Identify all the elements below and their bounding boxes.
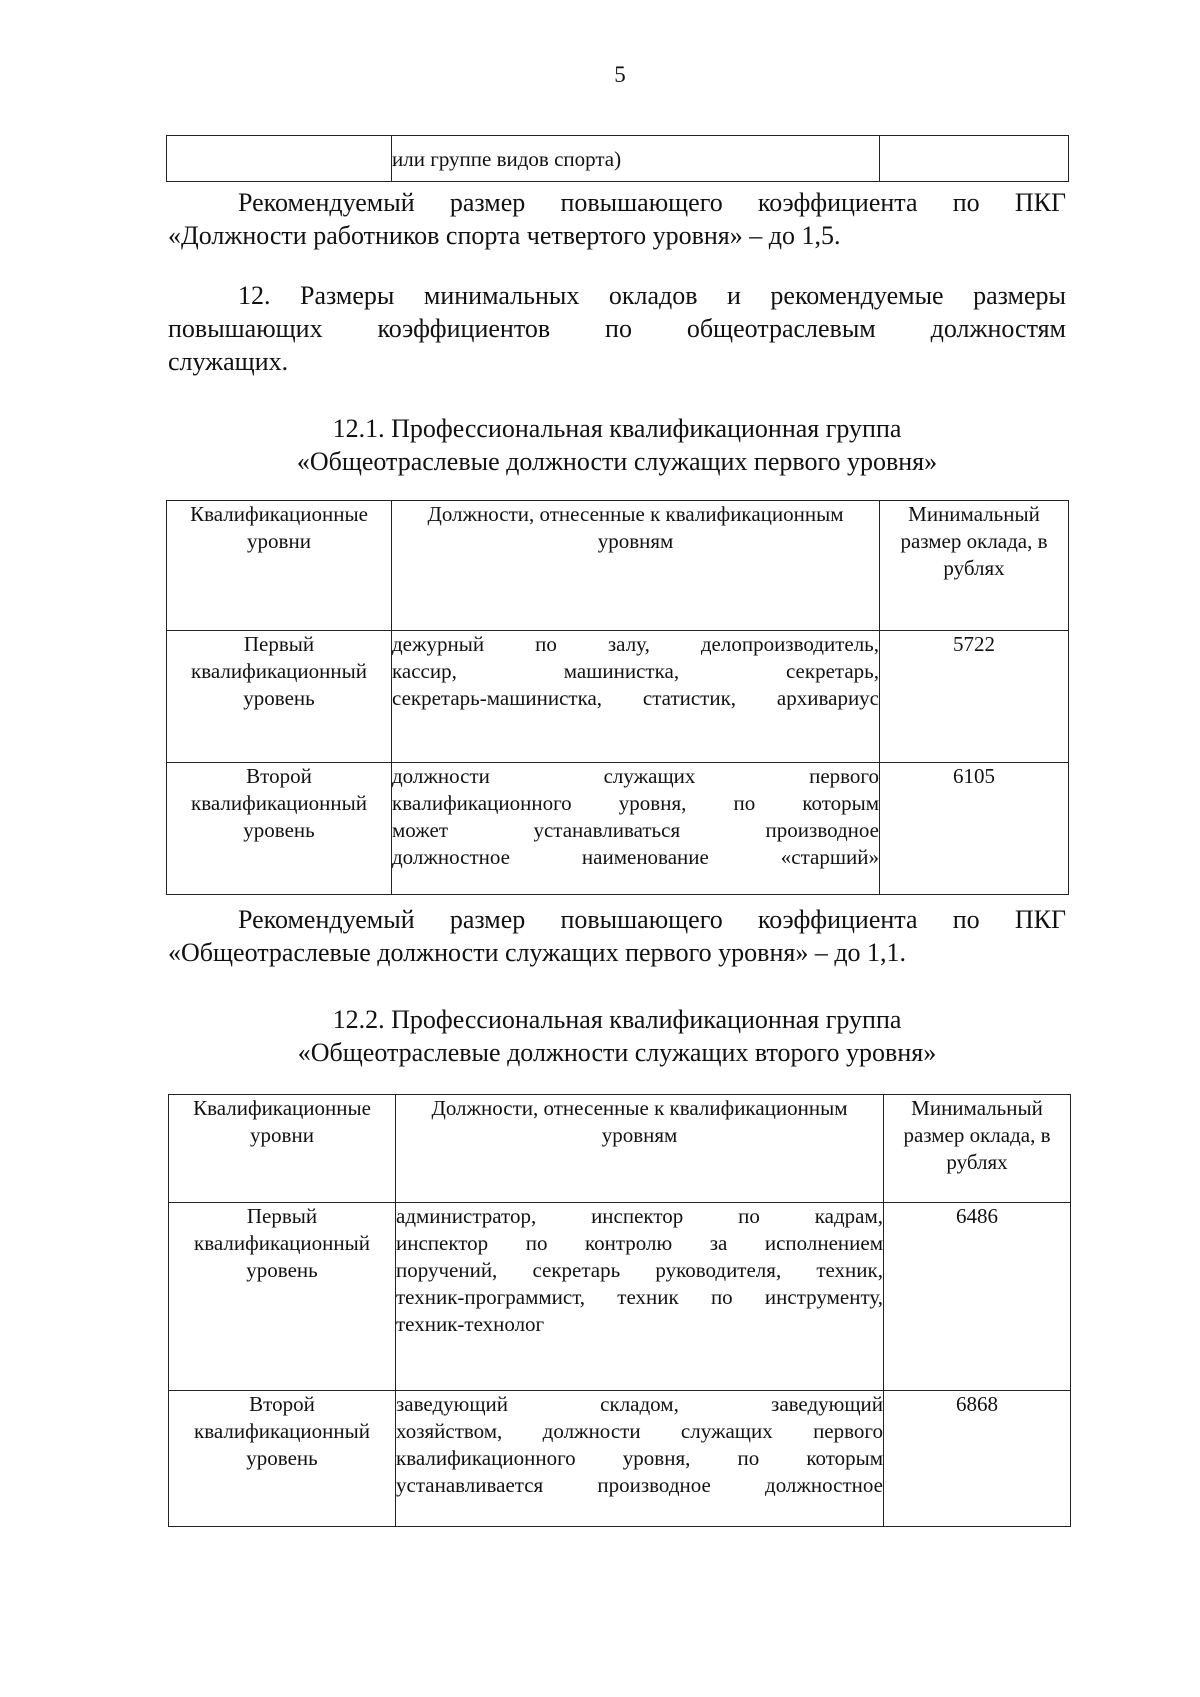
table-row <box>169 1203 1071 1391</box>
page-number: 5 <box>614 62 626 87</box>
positions-line: может устанавливаться производное <box>392 818 879 842</box>
table-12-2 <box>168 1094 1071 1527</box>
table-12-2-header-row <box>169 1095 1071 1203</box>
positions-line: хозяйством, должности служащих первого <box>396 1419 883 1443</box>
section-12-2-heading-line1: 12.2. Профессиональная квалификационная группа <box>332 1005 902 1034</box>
positions-line: дежурный по залу, делопроизводитель, <box>392 632 879 656</box>
cell-salary: 6868 <box>884 1391 1071 1527</box>
positions-line: поручений, секретарь руководителя, техник, <box>396 1258 883 1282</box>
positions-line: секретарь-машинистка, статистик, архивариус <box>392 686 879 710</box>
cell-level: Второй квалификационный уровень <box>167 763 392 895</box>
cell-salary: 5722 <box>880 631 1069 763</box>
recommendation-pkg4 <box>168 186 1066 252</box>
recommendation-pkg4-line2: «Должности работников спорта четвертого уровня» – до 1,5. <box>168 221 841 250</box>
positions-line: должностное наименование «старший» <box>392 845 879 869</box>
section-12-2-heading-line2: «Общеотраслевые должности служащих второго уровня» <box>297 1038 937 1067</box>
table-row <box>167 763 1069 895</box>
recommendation-pkg4-line1: Рекомендуемый размер повышающего коэффициента по ПКГ <box>238 188 1066 217</box>
positions-line: должности служащих первого <box>392 764 879 788</box>
table-12-1 <box>166 500 1069 895</box>
section-12-paragraph <box>168 279 1066 378</box>
table-row <box>167 631 1069 763</box>
recommendation-12-1-line1: Рекомендуемый размер повышающего коэффициента по ПКГ <box>238 905 1066 934</box>
positions-line: устанавливается производное должностное <box>396 1473 883 1497</box>
section-12-2-heading <box>168 1003 1066 1069</box>
section-12-line1: 12. Размеры минимальных окладов и рекомендуемые размеры <box>238 281 1066 310</box>
header-qualification-levels: Квалификационные уровни <box>167 501 392 631</box>
cell-positions <box>392 763 880 895</box>
positions-line: квалификационного уровня, по которым <box>396 1446 883 1470</box>
header-positions: Должности, отнесенные к квалификационным уровням <box>396 1095 884 1203</box>
section-12-1-heading-line1: 12.1. Профессиональная квалификационная группа <box>332 414 902 443</box>
recommendation-12-1-line2: «Общеотраслевые должности служащих первого уровня» – до 1,1. <box>168 938 907 967</box>
positions-line: заведующий складом, заведующий <box>396 1392 883 1416</box>
cell-salary: 6105 <box>880 763 1069 895</box>
continuation-cell-empty-1 <box>167 136 392 182</box>
section-12-1-heading-line2: «Общеотраслевые должности служащих первого уровня» <box>296 447 938 476</box>
header-positions: Должности, отнесенные к квалификационным уровням <box>392 501 880 631</box>
cell-level: Второй квалификационный уровень <box>169 1391 396 1527</box>
positions-line: администратор, инспектор по кадрам, <box>396 1204 883 1228</box>
header-qualification-levels: Квалификационные уровни <box>169 1095 396 1203</box>
table-12-1-header-row <box>167 501 1069 631</box>
cell-positions <box>392 631 880 763</box>
recommendation-12-1 <box>168 903 1066 969</box>
cell-level: Первый квалификационный уровень <box>169 1203 396 1391</box>
cell-level: Первый квалификационный уровень <box>167 631 392 763</box>
section-12-line3: служащих. <box>168 347 289 376</box>
continuation-cell-empty-3 <box>880 136 1069 182</box>
positions-line: кассир, машинистка, секретарь, <box>392 659 879 683</box>
positions-line: квалификационного уровня, по которым <box>392 791 879 815</box>
continuation-cell-text: или группе видов спорта) <box>392 136 880 182</box>
positions-line: инспектор по контролю за исполнением <box>396 1231 883 1255</box>
table-row <box>169 1391 1071 1527</box>
header-min-salary: Минимальный размер оклада, в рублях <box>884 1095 1071 1203</box>
cell-positions <box>396 1391 884 1527</box>
cell-positions <box>396 1203 884 1391</box>
positions-line: техник-программист, техник по инструменту, <box>396 1285 883 1309</box>
continuation-table <box>166 135 1069 182</box>
positions-line: техник-технолог <box>396 1312 545 1336</box>
section-12-1-heading <box>168 412 1066 478</box>
header-min-salary: Минимальный размер оклада, в рублях <box>880 501 1069 631</box>
section-12-line2: повышающих коэффициентов по общеотраслевым должностям <box>168 314 1066 343</box>
cell-salary: 6486 <box>884 1203 1071 1391</box>
